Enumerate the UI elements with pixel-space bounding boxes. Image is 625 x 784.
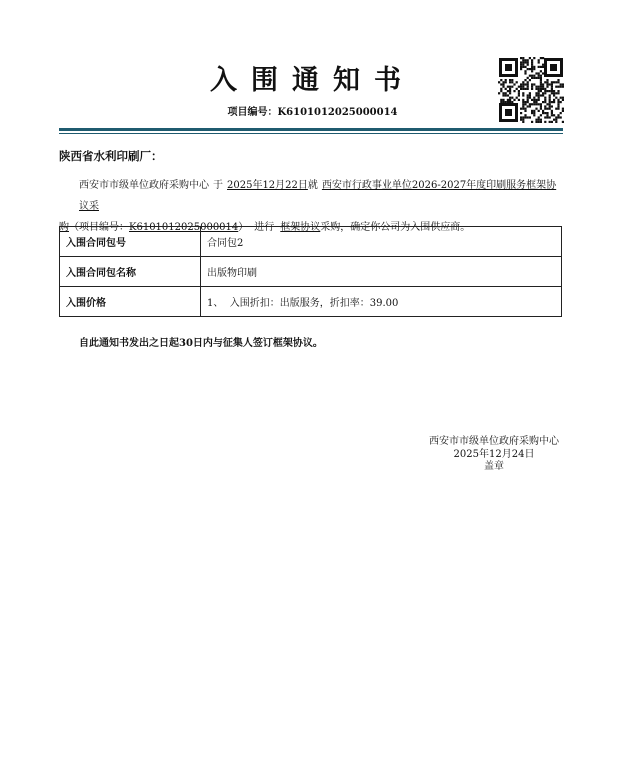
project-name: 西安市行政事业单位2026-2027年度印刷服务框架协议采 (79, 180, 557, 212)
body-line-1: 西安市市级单位政府采购中心 于 2025年12月22日就 西安市行政事业单位2026-2027年度印刷服务框架协议采 (79, 180, 557, 212)
header-rule-thin (59, 133, 563, 134)
procurement-method: 框架协议 (280, 222, 321, 233)
agency-name: 西安市市级单位政府采购中心 (79, 180, 209, 191)
table-row (60, 227, 562, 257)
row-value: 合同包2 (201, 227, 562, 257)
award-date: 2025年12月22日 (227, 180, 308, 191)
table-row (60, 257, 562, 287)
body-project-number: K6101012025000014 (129, 222, 239, 233)
notice-title: 入围通知书 (210, 65, 415, 96)
award-table (59, 226, 562, 317)
seal-label: 盖章 (484, 461, 504, 472)
qr-code-icon (498, 57, 564, 123)
signature-org: 西安市市级单位政府采购中心 (429, 436, 559, 447)
header-rule-thick (59, 128, 563, 131)
row-label: 入围合同包号 (60, 227, 201, 257)
header-project-number: 项目编号：K6101012025000014 (227, 107, 398, 118)
row-label: 入围合同包名称 (60, 257, 201, 287)
recipient: 陕西省水利印刷厂： (59, 149, 163, 163)
body-line-2: 购（项目编号：K6101012025000014） 进行 框架协议采购，确定你公司为入围供应商。 (59, 222, 471, 233)
signature-date: 2025年12月24日 (453, 448, 535, 460)
row-value: 出版物印刷 (201, 257, 562, 287)
row-label: 入围价格 (60, 287, 201, 317)
signing-note: 自此通知书发出之日起30日内与征集人签订框架协议。 (79, 338, 323, 349)
signature-block (400, 436, 588, 474)
table-row (60, 287, 562, 317)
row-value: 1、 入围折扣：出版服务，折扣率：39.00 (201, 287, 562, 317)
